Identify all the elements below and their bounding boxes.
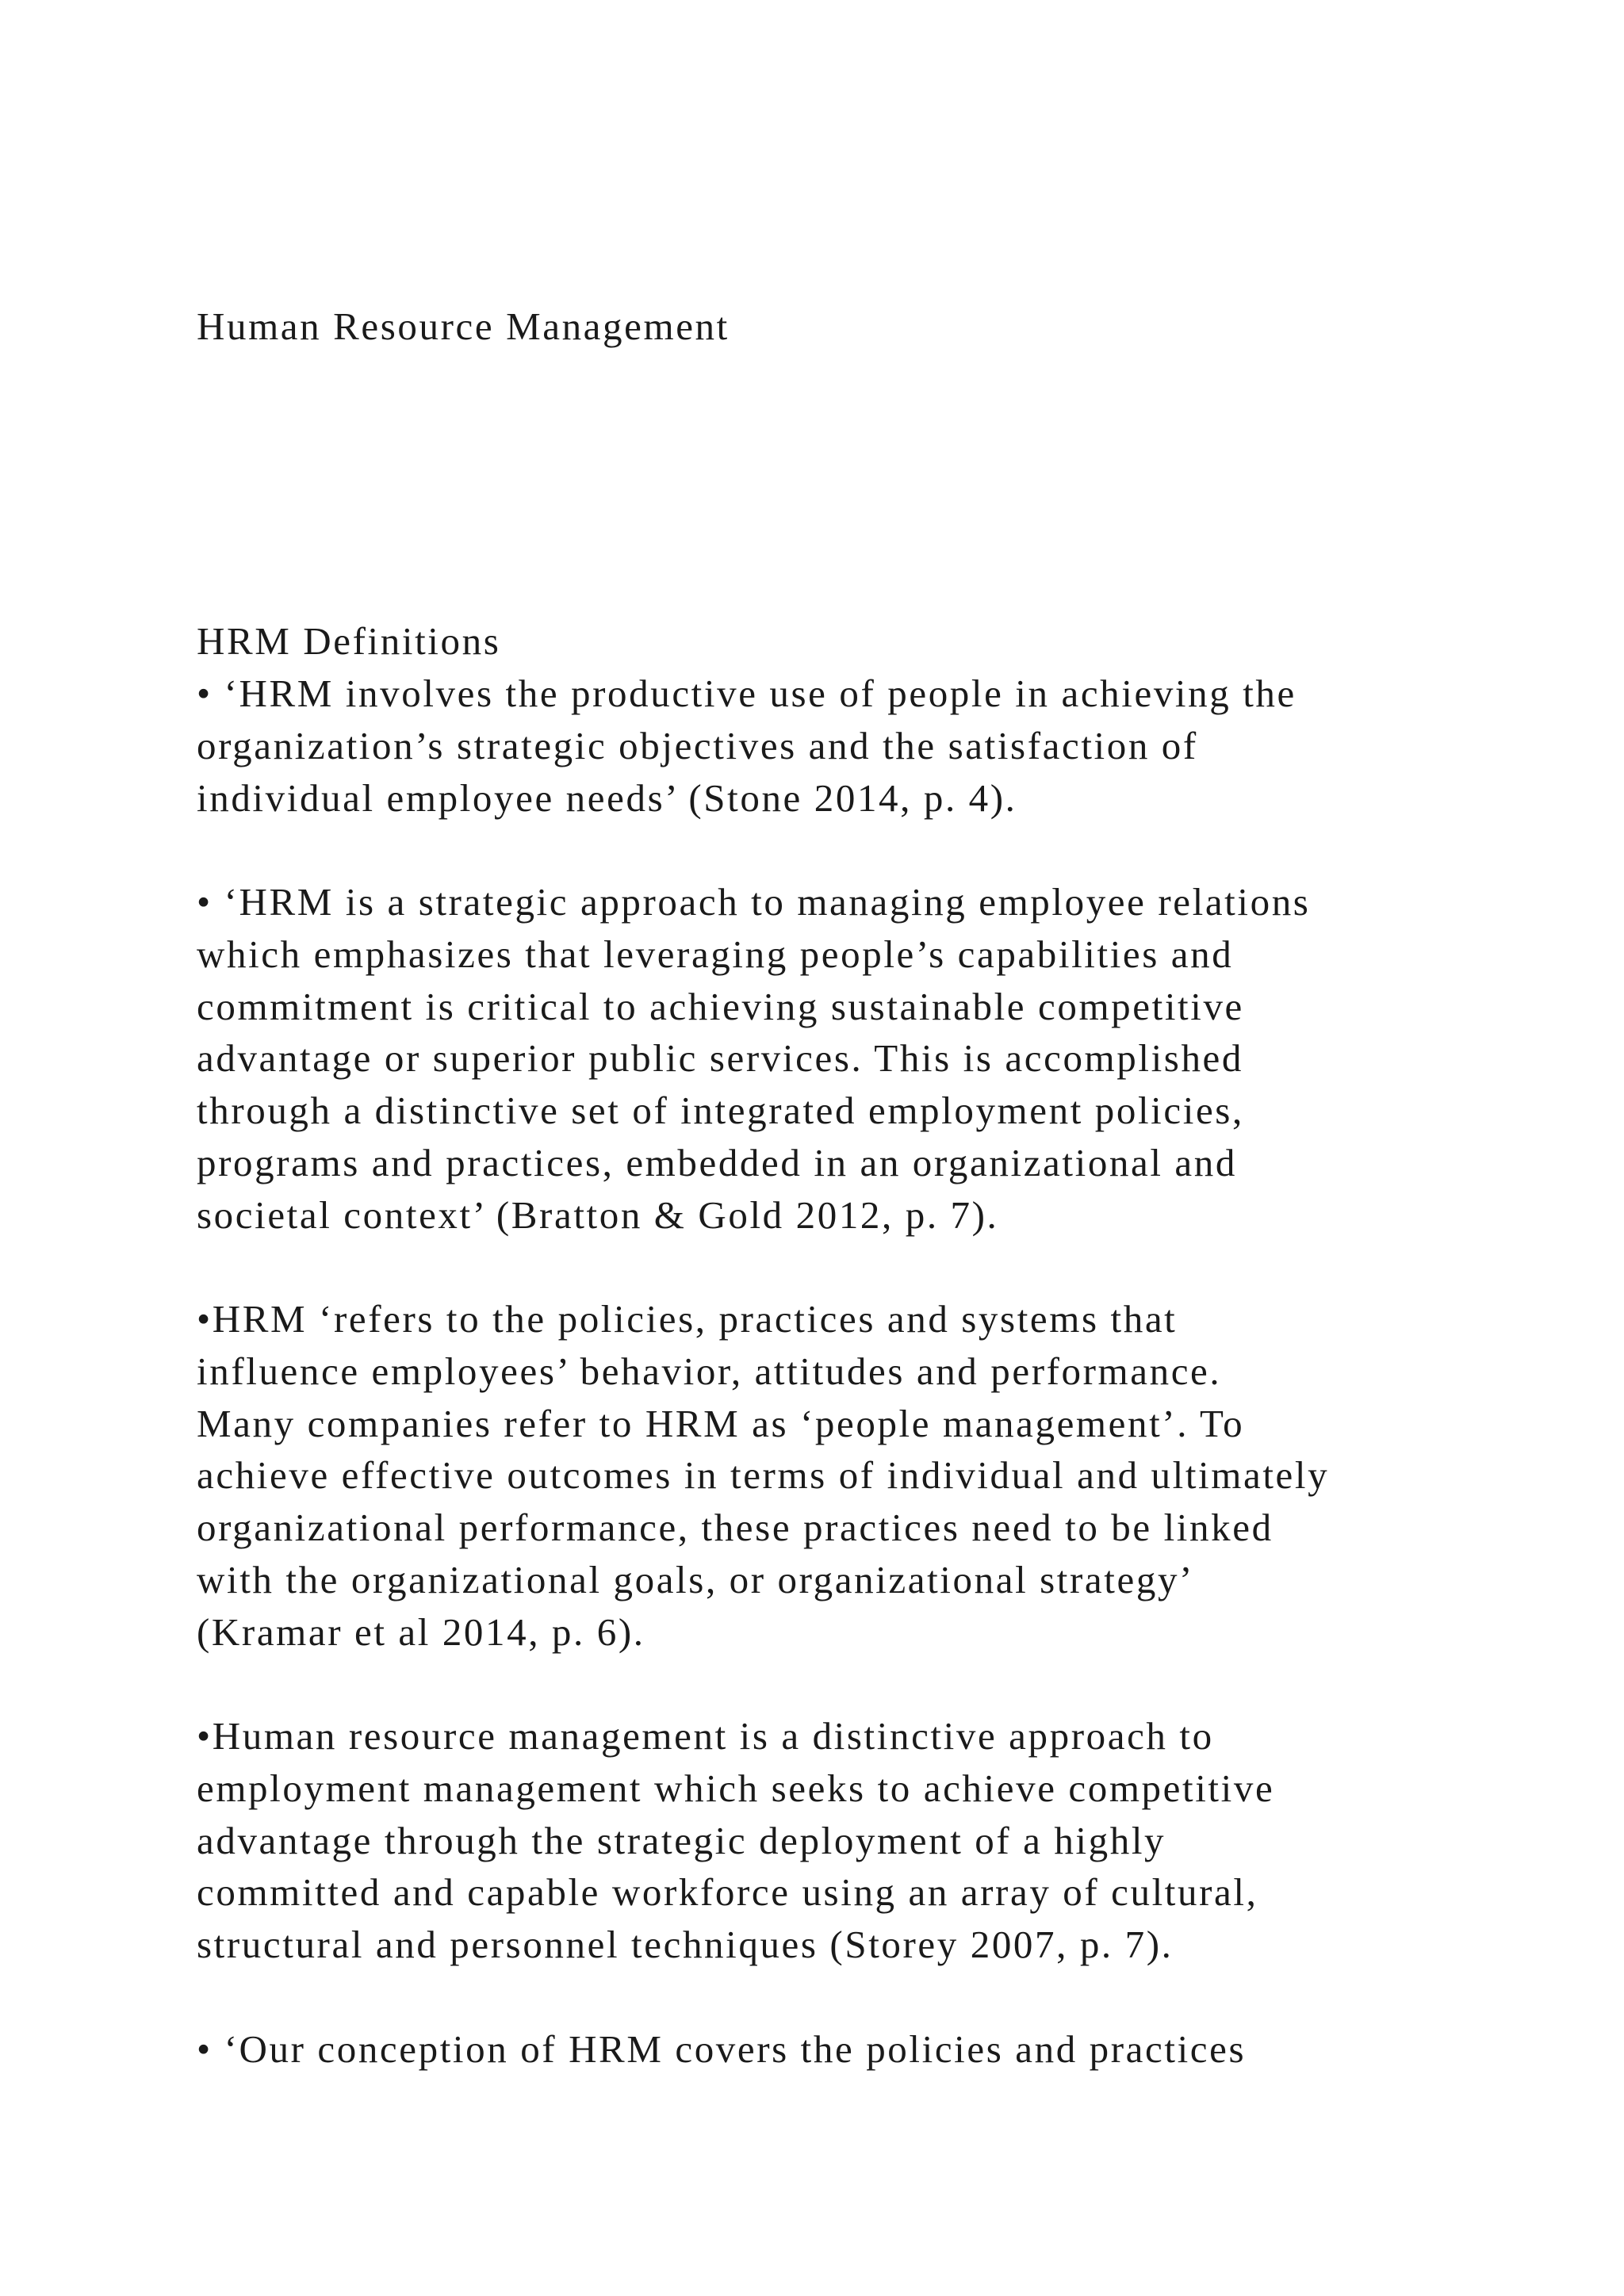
paragraph-line: commitment is critical to achieving sustainable competitive xyxy=(197,985,1244,1028)
paragraph-line: Many companies refer to HRM as ‘people management’. To xyxy=(197,1402,1245,1445)
paragraph-line: societal context’ (Bratton & Gold 2012, p. 7). xyxy=(197,1193,999,1237)
paragraph-line: •Human resource management is a distinctive approach to xyxy=(197,1714,1214,1758)
paragraph-line: •HRM ‘refers to the policies, practices and systems that xyxy=(197,1297,1178,1341)
paragraph-line: advantage or superior public services. This is accomplished xyxy=(197,1036,1243,1080)
paragraph-line: • ‘HRM involves the productive use of people in achieving the xyxy=(197,672,1297,715)
document-title: Human Resource Management xyxy=(197,304,730,348)
paragraph-line: structural and personnel techniques (Storey 2007, p. 7). xyxy=(197,1923,1174,1966)
paragraph-line: achieve effective outcomes in terms of individual and ultimately xyxy=(197,1453,1330,1497)
paragraph-line: influence employees’ behavior, attitudes and performance. xyxy=(197,1349,1222,1393)
paragraph-line: advantage through the strategic deployment of a highly xyxy=(197,1819,1166,1862)
paragraph-line: • ‘HRM is a strategic approach to managing employee relations xyxy=(197,880,1311,924)
paragraph-line: • ‘Our conception of HRM covers the policies and practices xyxy=(197,2027,1247,2071)
paragraph-line: committed and capable workforce using an array of cultural, xyxy=(197,1870,1258,1914)
paragraph-line: with the organizational goals, or organizational strategy’ xyxy=(197,1558,1194,1601)
paragraph-line: employment management which seeks to achieve competitive xyxy=(197,1766,1275,1810)
section-heading: HRM Definitions xyxy=(197,619,501,663)
paragraph-line: individual employee needs’ (Stone 2014, p. 4). xyxy=(197,776,1017,820)
paragraph-line: (Kramar et al 2014, p. 6). xyxy=(197,1610,645,1654)
paragraph-line: through a distinctive set of integrated employment policies, xyxy=(197,1089,1244,1132)
paragraph-line: programs and practices, embedded in an organizational and xyxy=(197,1141,1237,1184)
paragraph-line: organization’s strategic objectives and the satisfaction of xyxy=(197,724,1198,767)
paragraph-line: organizational performance, these practices need to be linked xyxy=(197,1506,1274,1549)
paragraph-line: which emphasizes that leveraging people’s capabilities and xyxy=(197,932,1234,976)
